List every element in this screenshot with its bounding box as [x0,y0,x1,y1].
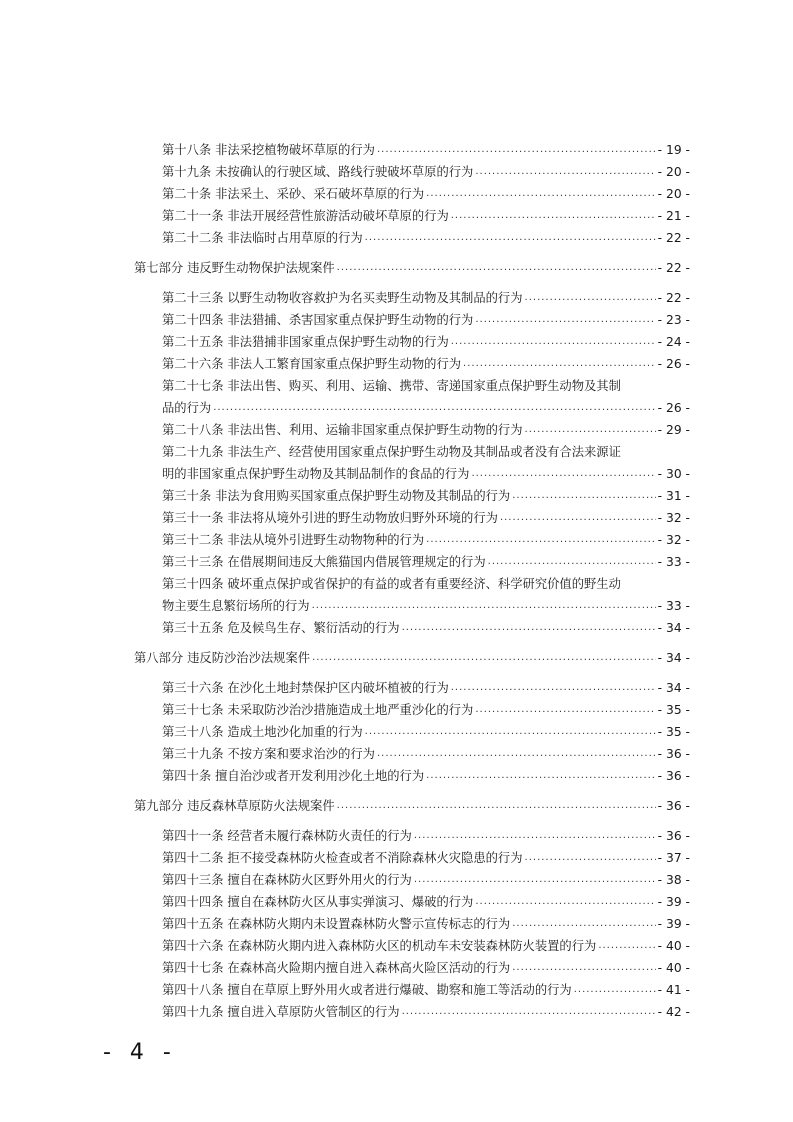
toc-entry-title: 第四十八条 擅自在草原上野外用火或者进行爆破、勘察和施工等活动的行为 [162,983,572,997]
toc-entry[interactable] [162,618,690,638]
toc-entry[interactable] [162,744,690,764]
toc-entry-title: 第二十五条 非法猎捕非国家重点保护野生动物的行为 [162,335,449,349]
dot-leader [475,892,655,912]
toc-entry[interactable] [162,574,690,594]
toc-entry[interactable] [162,332,690,352]
toc-entry[interactable] [162,700,690,720]
dot-leader [512,486,655,506]
toc-entry-title: 第二十一条 非法开展经营性旅游活动破坏草原的行为 [162,209,449,223]
dot-leader [426,184,656,204]
dot-leader [525,420,656,440]
toc-page-number: - 38 - [657,873,690,887]
toc-entry[interactable] [162,354,690,374]
toc-page-number: - 20 - [657,165,690,179]
toc-page-number: - 40 - [657,961,690,975]
toc-entry-title: 第四十三条 擅自在森林防火区野外用火的行为 [162,873,412,887]
toc-page-number: - 37 - [657,851,690,865]
toc-page-number: - 22 - [657,261,690,275]
toc-page-number: - 24 - [657,335,690,349]
toc-entry-title: 品的行为 [162,401,212,415]
toc-page-number: - 20 - [657,187,690,201]
toc-entry[interactable] [162,936,690,956]
dot-leader [402,1002,656,1022]
toc-entry[interactable] [162,980,690,1000]
toc-entry-title: 第四十六条 在森林防火期内进入森林防火区的机动车未安装森林防火装置的行为 [162,939,597,953]
dot-leader [525,288,656,308]
toc-page-number: - 36 - [657,799,690,813]
toc-entry-title: 第四十五条 在森林防火期内未设置森林防火警示宣传标志的行为 [162,917,511,931]
toc-entry[interactable] [162,288,690,308]
dot-leader [475,310,655,330]
dot-leader [337,796,656,816]
dot-leader [451,206,656,226]
dot-leader [500,508,656,528]
dot-leader [213,398,655,418]
toc-entry-title: 第二十三条 以野生动物收容救护为名买卖野生动物及其制品的行为 [162,291,523,305]
toc-entry[interactable] [162,848,690,868]
toc-entry[interactable] [162,1002,690,1022]
toc-entry-title: 第二十九条 非法生产、经营使用国家重点保护野生动物及其制品或者没有合法来源证 [162,445,621,459]
toc-entry[interactable] [162,486,690,506]
dot-leader [471,464,655,484]
toc-page-number: - 36 - [657,829,690,843]
toc-page-number: - 40 - [657,939,690,953]
toc-page-number: - 21 - [657,209,690,223]
toc-entry-title: 第四十七条 在森林高火险期内擅自进入森林高火险区活动的行为 [162,961,511,975]
dot-leader [475,162,655,182]
toc-page-number: - 19 - [657,143,690,157]
toc-entry-title: 第三十六条 在沙化土地封禁保护区内破坏植被的行为 [162,681,449,695]
toc-entry-title: 第二十四条 非法猎捕、杀害国家重点保护野生动物的行为 [162,313,474,327]
toc-entry[interactable] [162,228,690,248]
toc-entry-title: 第三十七条 未采取防沙治沙措施造成土地严重沙化的行为 [162,703,474,717]
toc-page-number: - 35 - [657,725,690,739]
dot-leader [377,140,656,160]
toc-entry-title: 第二十八条 非法出售、利用、运输非国家重点保护野生动物的行为 [162,423,523,437]
toc-entry-title: 明的非国家重点保护野生动物及其制品制作的食品的行为 [162,467,470,481]
toc-page-number: - 34 - [657,651,690,665]
dot-leader [402,618,656,638]
toc-page-number: - 41 - [657,983,690,997]
toc-entry-title: 第二十二条 非法临时占用草原的行为 [162,231,363,245]
toc-entry-title: 第十八条 非法采挖植物破坏草原的行为 [162,143,375,157]
toc-entry-title: 第三十九条 不按方案和要求治沙的行为 [162,747,375,761]
toc-entry-title: 第二十条 非法采土、采砂、采石破坏草原的行为 [162,187,425,201]
dot-leader [475,700,655,720]
dot-leader [414,826,656,846]
toc-entry[interactable] [162,958,690,978]
toc-entry-title: 第七部分 违反野生动物保护法规案件 [134,261,335,275]
toc-entry[interactable] [162,826,690,846]
dot-leader [525,848,656,868]
dot-leader [337,258,656,278]
toc-page-number: - 29 - [657,423,690,437]
toc-entry-title: 第四十二条 拒不接受森林防火检查或者不消除森林火灾隐患的行为 [162,851,523,865]
toc-entry-title: 第四十一条 经营者未履行森林防火责任的行为 [162,829,412,843]
toc-entry[interactable] [162,766,690,786]
page-number: - 4 - [103,1040,177,1065]
toc-entry-title: 第三十四条 破坏重点保护或省保护的有益的或者有重要经济、科学研究价值的野生动 [162,577,621,591]
dot-leader [426,766,656,786]
toc-entry[interactable] [162,678,690,698]
toc-entry[interactable] [162,914,690,934]
toc-entry-title: 第三十一条 非法将从境外引进的野生动物放归野外环境的行为 [162,511,498,525]
toc-entry-title: 第四十条 擅自治沙或者开发利用沙化土地的行为 [162,769,425,783]
toc-entry-title: 第十九条 未按确认的行驶区域、路线行驶破坏草原的行为 [162,165,474,179]
toc-part-heading[interactable] [134,648,690,668]
toc-entry-title: 第九部分 违反森林草原防火法规案件 [134,799,335,813]
dot-leader [512,914,655,934]
toc-page-number: - 34 - [657,681,690,695]
toc-page-number: - 36 - [657,747,690,761]
toc-entry-title: 第三十三条 在借展期间违反大熊猫国内借展管理规定的行为 [162,555,486,569]
toc-entry[interactable] [162,420,690,440]
toc-part-heading[interactable] [134,258,690,278]
dot-leader [426,530,656,550]
toc-page-number: - 42 - [657,1005,690,1019]
toc-entry-title: 第三十五条 危及候鸟生存、繁衍活动的行为 [162,621,400,635]
toc-entry-title: 第八部分 违反防沙治沙法规案件 [134,651,311,665]
toc-page-number: - 32 - [657,511,690,525]
dot-leader [574,980,656,1000]
toc-entry[interactable] [162,184,690,204]
toc-entry-title: 第三十条 非法为食用购买国家重点保护野生动物及其制品的行为 [162,489,511,503]
toc-page-number: - 36 - [657,769,690,783]
toc-entry[interactable] [162,376,690,396]
dot-leader [598,936,655,956]
toc-entry[interactable] [162,508,690,528]
dot-leader [312,596,656,616]
toc-entry[interactable] [162,140,690,160]
dot-leader [365,722,656,742]
toc-entry-title: 第三十二条 非法从境外引进野生动物物种的行为 [162,533,425,547]
toc-entry-title: 第二十七条 非法出售、购买、利用、运输、携带、寄递国家重点保护野生动物及其制 [162,379,621,393]
toc-entry[interactable] [162,552,690,572]
toc-page-number: - 32 - [657,533,690,547]
dot-leader [377,744,656,764]
toc-page-number: - 23 - [657,313,690,327]
toc-page-number: - 22 - [657,291,690,305]
toc-entry[interactable] [162,162,690,182]
toc-entry[interactable] [162,310,690,330]
toc-entry[interactable] [162,464,690,484]
toc-page-number: - 39 - [657,917,690,931]
toc-page-number: - 34 - [657,621,690,635]
toc-page-number: - 39 - [657,895,690,909]
dot-leader [365,228,656,248]
toc-entry[interactable] [162,442,690,462]
dot-leader [512,958,655,978]
toc-entry[interactable] [162,596,690,616]
dot-leader [463,354,656,374]
toc-page-number: - 22 - [657,231,690,245]
toc-entry[interactable] [162,530,690,550]
toc-entry-title: 物主要生息繁衍场所的行为 [162,599,310,613]
toc-entry[interactable] [162,722,690,742]
toc-entry[interactable] [162,892,690,912]
toc-part-heading[interactable] [134,796,690,816]
toc-page-number: - 33 - [657,555,690,569]
toc-entry-title: 第三十八条 造成土地沙化加重的行为 [162,725,363,739]
toc-page-number: - 35 - [657,703,690,717]
toc-page-number: - 26 - [657,401,690,415]
toc-page-number: - 26 - [657,357,690,371]
dot-leader [312,648,656,668]
toc-entry[interactable] [162,206,690,226]
toc-page-number: - 30 - [657,467,690,481]
toc-entry-title: 第四十四条 擅自在森林防火区从事实弹演习、爆破的行为 [162,895,474,909]
toc-entry[interactable] [162,398,690,418]
toc-page-number: - 33 - [657,599,690,613]
dot-leader [451,332,656,352]
toc-page-number: - 31 - [657,489,690,503]
toc-entry-title: 第二十六条 非法人工繁育国家重点保护野生动物的行为 [162,357,462,371]
dot-leader [451,678,656,698]
dot-leader [414,870,656,890]
toc-entry-title: 第四十九条 擅自进入草原防火管制区的行为 [162,1005,400,1019]
dot-leader [488,552,656,572]
toc-entry[interactable] [162,870,690,890]
